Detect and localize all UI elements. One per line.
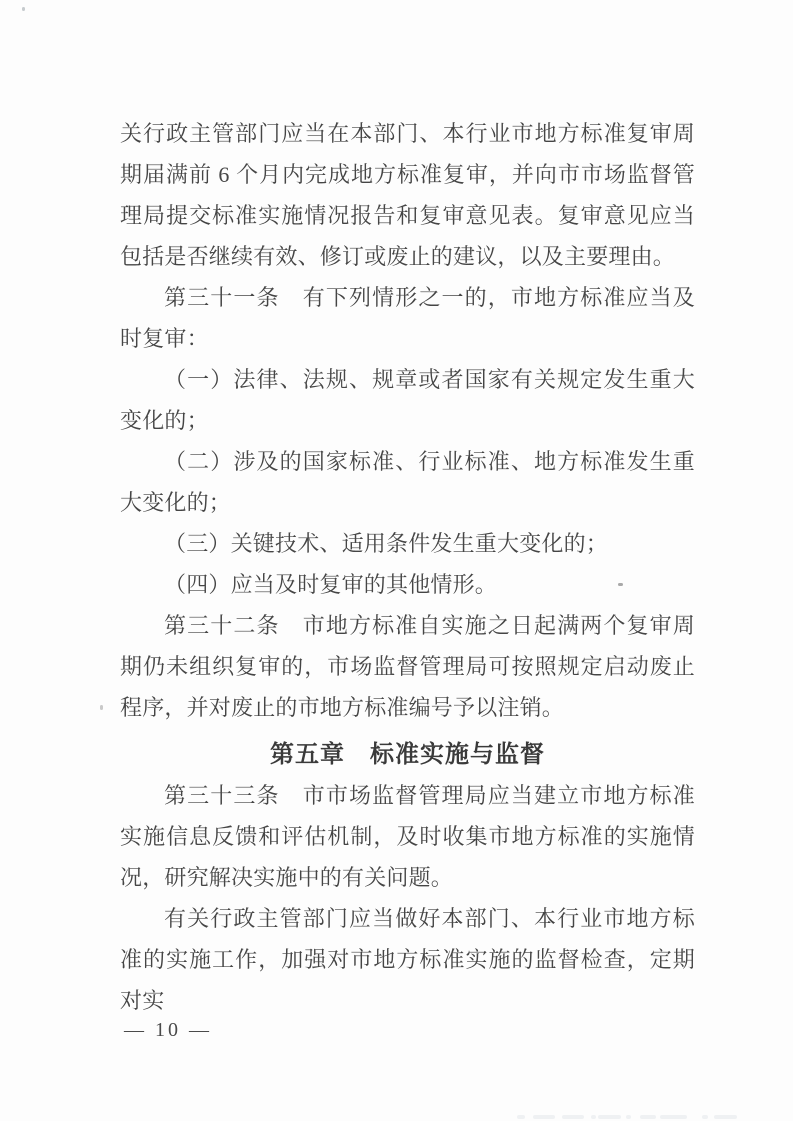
scan-artifact-smudge [640,1115,656,1119]
paragraph-article-33: 第三十三条 市市场监督管理局应当建立市地方标准实施信息反馈和评估机制，及时收集市地方标准的实施情况，研究解决实施中的有关问题。 [120,783,695,890]
paragraph-article-31: 第三十一条 有下列情形之一的，市地方标准应当及时复审： [120,285,695,351]
scan-artifact-smudge [517,1115,525,1119]
scan-artifact-smudge [562,1115,584,1119]
scan-artifact-smudge [533,1115,555,1119]
paragraph-review-period-continuation: 关行政主管部门应当在本部门、本行业市地方标准复审周期届满前 6 个月内完成地方标准复审，并向市市场监督管理局提交标准实施情况报告和复审意见表。复审意见应当包括是否继续有效、修订或废止的建议，以及主要理由。 [120,121,695,269]
scan-artifact-smudge [660,1115,687,1119]
scan-artifact-smudge [626,1115,631,1119]
page-number: — 10 — [124,1019,212,1041]
scan-artifact-dot [22,7,25,11]
document-body [120,113,695,1021]
list-item-2: （二）涉及的国家标准、行业标准、地方标准发生重大变化的； [120,449,695,515]
scan-artifact-smudge [591,1115,596,1119]
chapter-heading: 第五章 标准实施与监督 [270,741,545,768]
scan-artifact-smudge [598,1115,621,1119]
list-item-1: （一）法律、法规、规章或者国家有关规定发生重大变化的； [120,367,695,433]
list-item-3: （三）关键技术、适用条件发生重大变化的； [164,531,609,556]
paragraph-article-32: 第三十二条 市地方标准自实施之日起满两个复审周期仍未组织复审的，市场监督管理局可按照规定启动废止程序，并对废止的市地方标准编号予以注销。 [120,613,695,720]
scan-artifact-smudge [702,1115,708,1119]
list-item-4: （四）应当及时复审的其他情形。 [164,572,498,597]
scan-artifact-dot [100,705,103,710]
paragraph-implementation: 有关行政主管部门应当做好本部门、本行业市地方标准的实施工作，加强对市地方标准实施的监督检查，定期对实 [120,906,695,1013]
scan-artifact-smudge [714,1115,737,1119]
